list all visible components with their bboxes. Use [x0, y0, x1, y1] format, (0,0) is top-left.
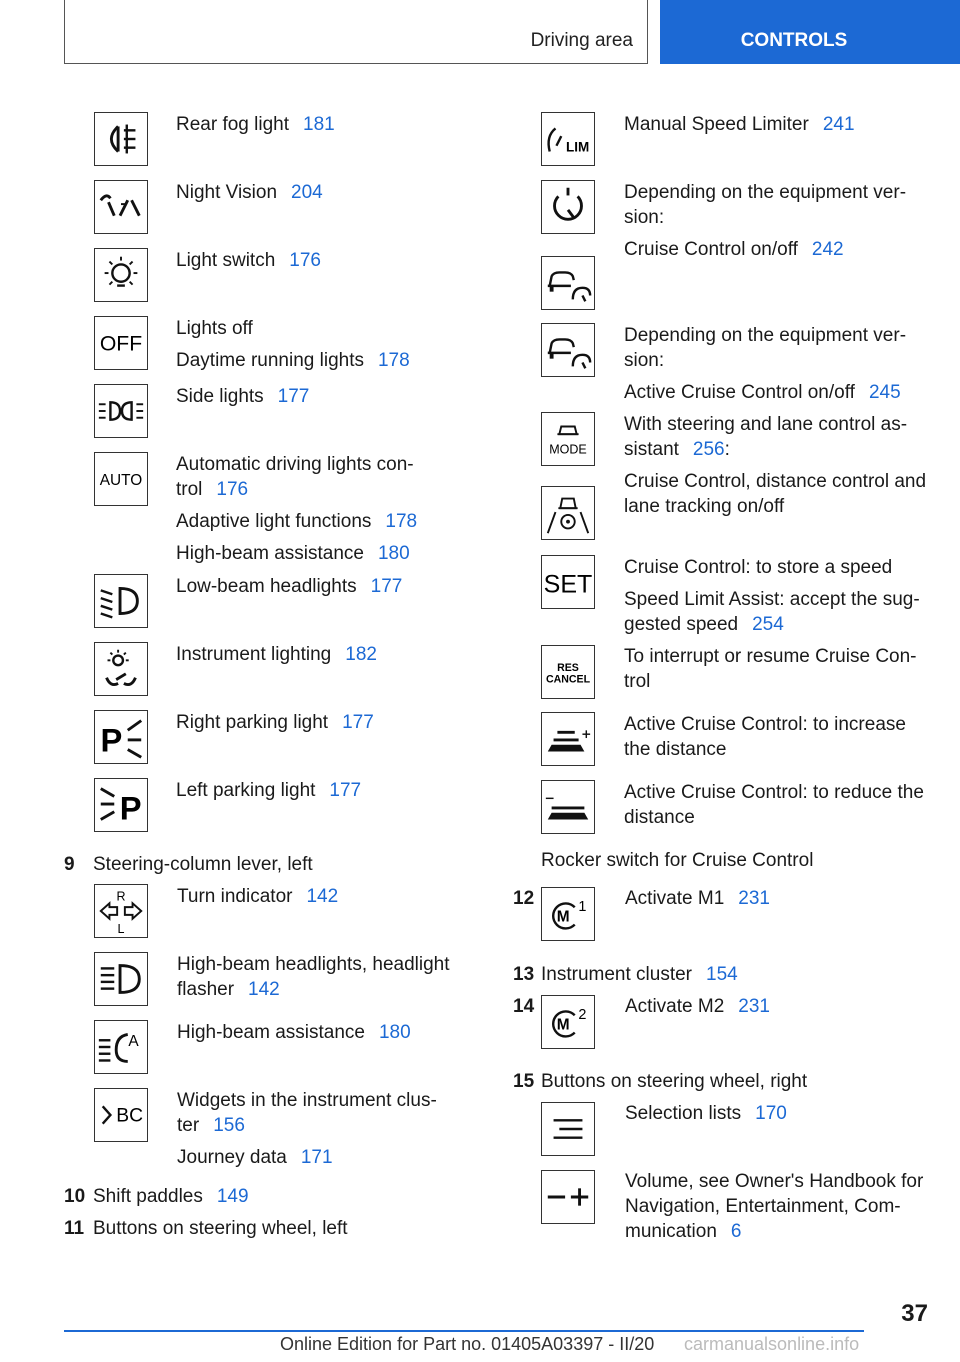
- item-number-9: 9: [64, 854, 75, 875]
- bc-button-icon: [94, 1088, 148, 1142]
- page-ref-link[interactable]: 231: [738, 888, 770, 909]
- instrument-lighting-text: Instrument lighting 182: [176, 644, 377, 665]
- speed-limit-assist-text: Speed Limit Assist: accept the sug-: [624, 589, 920, 610]
- mode-label: MODE: [549, 442, 587, 457]
- rocker-switch-text: Rocker switch for Cruise Control: [541, 850, 814, 871]
- mode-button-icon: [541, 412, 595, 466]
- cruise-control-icon: [541, 180, 595, 234]
- turn-indicator-icon: [94, 884, 148, 938]
- header-chapter-tab[interactable]: [660, 0, 960, 64]
- header-chapter: CONTROLS: [740, 30, 848, 51]
- footer-divider: [64, 1330, 864, 1332]
- m1-button-icon: [541, 887, 595, 941]
- svg-text:M: M: [556, 1016, 570, 1034]
- item-number-14: 14: [513, 996, 535, 1017]
- left-parking-light-icon: [94, 778, 148, 832]
- light-switch-text: Light switch 176: [176, 250, 321, 271]
- light-switch-icon: [94, 248, 148, 302]
- res-cancel-icon: [541, 645, 595, 699]
- active-cruise-equipment-text: Depending on the equipment ver-: [624, 325, 907, 346]
- svg-text:P: P: [119, 789, 142, 827]
- interrupt-resume-text-cont: trol: [624, 671, 651, 692]
- high-beam-text-cont: flasher 142: [177, 979, 280, 1000]
- lane-tracking-icon: [541, 486, 595, 540]
- steering-assistant-text: With steering and lane control as-: [624, 414, 908, 435]
- page-ref-link[interactable]: 177: [342, 712, 374, 733]
- page-ref-link[interactable]: 180: [377, 543, 410, 564]
- speed-limiter-text: Manual Speed Limiter 241: [624, 114, 855, 135]
- rear-fog-light-text: Rear fog light 181: [176, 114, 335, 135]
- page-ref-link[interactable]: 180: [378, 1022, 411, 1043]
- volume-text-cont-2: munication 6: [625, 1221, 742, 1242]
- page-ref-link[interactable]: 178: [385, 511, 418, 532]
- cruise-equipment-text: Depending on the equipment ver-: [624, 182, 907, 203]
- night-vision-icon: [94, 180, 148, 234]
- page-ref-link[interactable]: 154: [706, 964, 738, 985]
- page-ref-link[interactable]: 142: [248, 979, 280, 1000]
- auto-lights-label: AUTO: [99, 471, 143, 489]
- speed-limit-assist-text-cont: gested speed 254: [624, 614, 784, 635]
- active-cruise-equipment-text-cont: sion:: [624, 350, 665, 371]
- high-beam-assistance-text: High-beam assistance 180: [176, 543, 410, 564]
- high-beam-assist-text: High-beam assistance 180: [177, 1022, 411, 1043]
- header-section-box: [64, 0, 648, 64]
- interrupt-resume-text: To interrupt or resume Cruise Con-: [624, 646, 917, 667]
- low-beam-icon: [94, 574, 148, 628]
- page-ref-link[interactable]: 182: [345, 644, 377, 665]
- daytime-running-lights-text: Daytime running lights 178: [176, 350, 410, 371]
- header-section: Driving area: [530, 30, 633, 51]
- item-number-15: 15: [513, 1071, 535, 1092]
- lights-off-icon: [94, 316, 148, 370]
- page-ref-link[interactable]: 177: [329, 780, 362, 801]
- watermark: carmanualsonline.info: [684, 1334, 860, 1354]
- lights-off-text: Lights off: [176, 318, 253, 339]
- side-lights-text: Side lights 177: [176, 386, 310, 407]
- page-ref-link[interactable]: 204: [291, 182, 323, 203]
- distance-increase-icon: [541, 712, 595, 766]
- reduce-distance-text-cont: distance: [624, 807, 695, 828]
- active-cruise-icon: [541, 256, 595, 310]
- volume-text: Volume, see Owner's Handbook for: [625, 1171, 924, 1192]
- page-ref-link[interactable]: 6: [730, 1221, 742, 1242]
- selection-lists-text: Selection lists 170: [625, 1103, 787, 1124]
- speed-limiter-icon: [541, 112, 595, 166]
- page-ref-link[interactable]: 156: [213, 1115, 245, 1136]
- night-vision-text: Night Vision 204: [176, 182, 323, 203]
- svg-text:P: P: [100, 721, 123, 759]
- store-speed-text: Cruise Control: to store a speed: [624, 557, 893, 578]
- page-ref-link[interactable]: 231: [738, 996, 770, 1017]
- rear-fog-light-icon: [94, 112, 148, 166]
- activate-m2-text: Activate M2 231: [625, 996, 770, 1017]
- auto-lights-icon: [94, 452, 148, 506]
- distance-decrease-icon: [541, 780, 595, 834]
- volume-text-cont: Navigation, Entertainment, Com-: [625, 1196, 901, 1217]
- speed-limiter-label: LIM: [566, 139, 590, 155]
- selection-lists-icon: [541, 1102, 595, 1156]
- left-parking-light-text: Left parking light 177: [176, 780, 362, 801]
- item-number-11: 11: [64, 1218, 85, 1239]
- cancel-label: CANCEL: [545, 673, 591, 686]
- widgets-text: Widgets in the instrument clus-: [177, 1090, 437, 1111]
- page-ref-link[interactable]: 176: [289, 250, 321, 271]
- page-ref-link[interactable]: 256: [692, 439, 725, 460]
- res-label: RES: [557, 662, 579, 675]
- lane-tracking-text: Cruise Control, distance control and: [624, 471, 927, 492]
- set-label: SET: [543, 570, 593, 599]
- instrument-cluster-text: Instrument cluster 154: [541, 964, 738, 985]
- volume-icon: [541, 1170, 595, 1224]
- active-cruise-icon-2: [541, 323, 595, 377]
- item-number-12: 12: [513, 888, 535, 909]
- activate-m1-text: Activate M1 231: [625, 888, 770, 909]
- widgets-text-cont: ter 156: [177, 1115, 245, 1136]
- page-ref-link[interactable]: 178: [377, 350, 410, 371]
- lane-tracking-text-cont: lane tracking on/off: [624, 496, 785, 517]
- page-ref-link[interactable]: 149: [216, 1186, 249, 1207]
- m1-digit: 1: [578, 899, 587, 916]
- page-number: 37: [901, 1300, 928, 1327]
- high-beam-assist-letter: A: [128, 1033, 139, 1051]
- high-beam-text: High-beam headlights, headlight: [177, 954, 450, 975]
- set-button-icon: [541, 555, 595, 609]
- instrument-lighting-icon: [94, 642, 148, 696]
- page-ref-link[interactable]: 176: [216, 479, 249, 500]
- m2-digit: 2: [578, 1007, 587, 1024]
- steering-assistant-text-cont: sistant 256:: [624, 439, 730, 460]
- m2-button-icon: [541, 995, 595, 1049]
- buttons-right-text: Buttons on steering wheel, right: [541, 1071, 808, 1092]
- adaptive-light-text: Adaptive light functions 178: [176, 511, 418, 532]
- journey-data-text: Journey data 171: [177, 1147, 333, 1168]
- active-cruise-onoff-text: Active Cruise Control on/off 245: [624, 382, 901, 403]
- high-beam-assist-icon: [94, 1020, 148, 1074]
- page-ref-link[interactable]: 245: [868, 382, 901, 403]
- side-lights-icon: [94, 384, 148, 438]
- turn-indicator-r: R: [116, 889, 126, 904]
- page-ref-link[interactable]: 242: [811, 239, 844, 260]
- steering-column-lever-text: Steering-column lever, left: [93, 854, 313, 875]
- cruise-control-onoff-text: Cruise Control on/off 242: [624, 239, 844, 260]
- reduce-distance-text: Active Cruise Control: to reduce the: [624, 782, 924, 803]
- right-parking-light-icon: [94, 710, 148, 764]
- page-ref-link[interactable]: 177: [370, 576, 403, 597]
- page-ref-link[interactable]: 241: [822, 114, 855, 135]
- cruise-equipment-text-cont: sion:: [624, 207, 665, 228]
- page-ref-link[interactable]: 181: [303, 114, 335, 135]
- page-ref-link[interactable]: 170: [755, 1103, 787, 1124]
- edition-text: Online Edition for Part no. 01405A03397 - II/20: [280, 1334, 655, 1354]
- high-beam-icon: [94, 952, 148, 1006]
- item-number-10: 10: [64, 1186, 86, 1207]
- right-parking-light-text: Right parking light 177: [176, 712, 374, 733]
- shift-paddles-text: Shift paddles 149: [93, 1186, 249, 1207]
- turn-indicator-l: L: [117, 922, 125, 937]
- item-number-13: 13: [513, 964, 535, 985]
- page-ref-link[interactable]: 171: [300, 1147, 333, 1168]
- buttons-left-text: Buttons on steering wheel, left: [93, 1218, 348, 1239]
- auto-lights-text-cont: trol 176: [176, 479, 249, 500]
- increase-distance-text: Active Cruise Control: to increase: [624, 714, 906, 735]
- turn-indicator-text: Turn indicator 142: [177, 886, 339, 907]
- auto-lights-text: Automatic driving lights con-: [176, 454, 414, 475]
- page-ref-link[interactable]: 142: [306, 886, 339, 907]
- increase-distance-text-cont: the distance: [624, 739, 727, 760]
- svg-text:M: M: [556, 908, 570, 926]
- bc-label: BC: [116, 1105, 144, 1127]
- lights-off-label: OFF: [99, 332, 143, 356]
- low-beam-text: Low-beam headlights 177: [176, 576, 403, 597]
- page-ref-link[interactable]: 254: [752, 614, 784, 635]
- page-ref-link[interactable]: 177: [277, 386, 310, 407]
